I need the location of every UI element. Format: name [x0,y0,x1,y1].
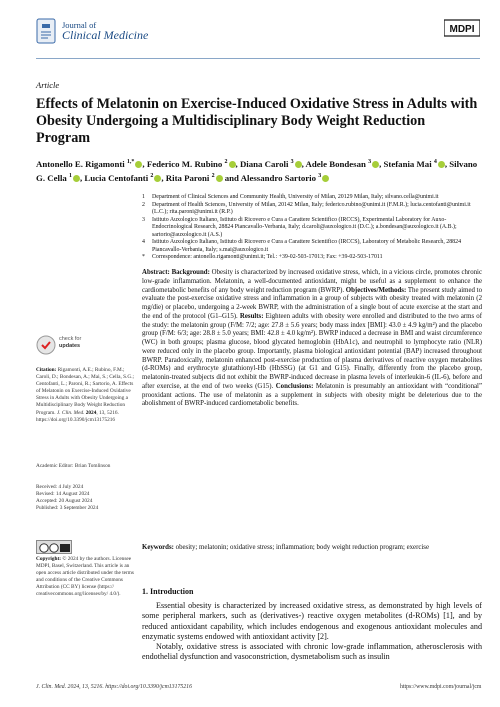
affiliation-text: Istituto Auxologico Italiano, Istituto di Ricovero e Cura a Carattere Scientifico (IRCCS), Laboratory of Metabolic Research, 28824 Piancavallo-Verbania, Italy; s.mai@auxologico.it [152,239,462,253]
citation-year: 2024 [85,409,97,416]
affiliation-number: 3 [142,216,145,223]
author-affiliation-sup: 2 [150,172,154,179]
affiliation-item [142,194,482,202]
check-for-updates-button[interactable] [36,334,96,356]
affiliation-text: Department of Clinical Sciences and Community Health, University of Milan, 20129 Milan, Italy; silvano.cella@unimi.it [152,194,439,200]
author-affiliation-sup: 3 [318,172,322,179]
author-name[interactable]: Stefania Mai $^4$ [384,159,445,169]
affiliation-number: * [142,254,145,261]
copyright-text: © 2024 by the authors. Licensee MDPI, Basel, Switzerland. This article is an open access article distributed under the terms and conditions of the Creative Commons Attribution (CC BY) license (https:// creativecommons.org/licenses/by/ 4.0/). [36,556,134,598]
author-affiliation-sup: 3 [290,159,294,165]
footer-journal-link[interactable]: https://www.mdpi.com/journal/jcm [400,684,482,690]
abstract-label: Abstract: [142,269,170,276]
author-separator: , [379,158,384,169]
affiliation-item [142,254,482,262]
author-name[interactable]: Lucia Centofanti $^2$ [84,173,161,183]
mdpi-logo [444,18,480,38]
author-affiliation-sup: 1,* [126,159,135,165]
intro-paragraph-2: Notably, oxidative stress is associated with chronic low-grade inflammation, atherosclerosis with endothelial dysfunction and vasoconstriction, dysmetabolism such as insulin [142,642,482,662]
author-affiliation-sup: 1 [68,172,72,179]
orcid-icon[interactable] [295,161,302,168]
affiliations [142,194,482,262]
check-updates-line1: check for [59,336,82,342]
received-date: Received: 4 July 2024 [36,484,84,490]
mdpi-logo-icon [444,18,480,38]
copyright-label: Copyright: [36,556,62,562]
citation-label: Citation: [36,367,57,373]
affiliation-item [142,202,482,217]
accepted-date: Accepted: 20 August 2024 [36,498,93,505]
author-separator: , [301,158,306,169]
orcid-icon[interactable] [322,175,329,182]
orcid-icon[interactable] [229,161,236,168]
cc-by-badge[interactable] [36,540,72,554]
author-separator: , [79,172,85,183]
conclusions-label: Conclusions: [275,382,314,390]
introduction-body [142,601,482,663]
methods-label: Objectives/Methods: [345,286,407,294]
check-updates-label [59,336,81,350]
conclusions-text: Melatonin is presumably an antioxidant with “conditional” prooxidant actions. The use of melatonin as a supplement in subjects with obesity might be deleterious due to the abolishment of BWRP-induced cardiometabolic benefits. [142,382,482,408]
affiliation-text: Istituto Auxologico Italiano, Istituto di Ricovero e Cura a Carattere Scientifico (IRCCS), Experimental Laboratory for Auxo-Endocrinological Research, 28824 Piancavallo-Verbania, Italy; d.caroli@auxologico.it (D.C.); a.bondesan@auxologico.it (A.B.); sartorio@auxologico.it (A.S.) [152,216,457,238]
author-name[interactable]: Adele Bondesan $^3$ [306,159,380,169]
revised-date: Revised: 14 August 2024 [36,491,90,498]
academic-editor: Academic Editor: Brian Tomlinson [36,463,111,469]
orcid-icon[interactable] [73,175,80,182]
author-name[interactable]: Rita Paroni $^2$ [166,173,223,183]
author-affiliation-sup: 2 [224,159,228,165]
header-divider [36,58,480,59]
author-separator: , [161,172,166,183]
keywords-label: Keywords: [142,544,174,551]
author-name[interactable]: Federico M. Rubino $^2$ [147,159,236,169]
footer-citation[interactable]: J. Clin. Med. 2024, 13, 5216. https://doi.org/10.3390/jcm13175216 [36,684,192,690]
author-list [36,156,480,184]
copyright-block [36,556,136,599]
keywords-text: obesity; melatonin; oxidative stress; inflammation; body weight reduction program; exercise [175,544,430,551]
author-name[interactable]: Silvano G. Cella $^1$ [36,158,478,183]
results-label: Results: [239,312,264,320]
affiliation-number: 4 [142,239,145,246]
journal-name [62,20,148,40]
citation-journal: J. Clin. Med. [56,409,85,416]
author-name[interactable]: Antonello E. Rigamonti $^{1,*}$ [36,159,142,169]
journal-line2: Clinical Medicine [62,28,149,42]
orcid-icon[interactable] [216,175,223,182]
check-updates-line2: updates [59,343,81,349]
dates-block [36,484,136,512]
author-name[interactable]: Alessandro Sartorio $^3$ [241,173,330,183]
citation-block [36,367,136,424]
affiliation-item [142,239,482,254]
results-text: Eighteen adults with obesity were enrolled and distributed to the two arms of the study: the melatonin group (F/M: 7/2; age: 27.8 ± 5.6 years; body mass index [BMI]: 43.0 ± 4.9 kg/m²) and the placebo group (F/M: 6/3; age: 28.8 ± 5.0 years; BMI: 42.8 ± 4.0 kg/m²). BWRP induced a decrease in BMI and waist circumference (WC) in both groups; plasma glucose, blood glycated hemoglobin (HbA1c), and neutrophil to lymphocyte ratio (NLR) were reduced only in the placebo group. Importantly, plasma biological antioxidant potential (BAP) increased throughout BWRP. Paradoxically, melatonin enhanced post-exercise production of plasma derivatives of reactive oxygen metabolites (d-ROMs) and erythrocyte glutathionyl-Hb (HbSSG) (at G1 and G15). Finally, differently from the placebo group, melatonin-treated subjects did not exhibit the BWRP-induced decrease in plasma levels of interleukin-6 (IL-6), before and after exercise, at the end of two weeks (G15). [142,312,483,390]
affiliation-text: Correspondence: antonello.rigamonti@unimi.it; Tel.: +39-02-503-17013; Fax: +39-02-503-17011 [152,254,383,261]
author-separator: , [444,158,450,169]
author-affiliation-sup: 4 [433,159,437,165]
author-separator: , [142,158,147,169]
author-separator: , [235,158,240,169]
cc-by-icon [37,542,71,554]
intro-paragraph-1: Essential obesity is characterized by increased oxidative stress, as demonstrated by high levels of some peripheral markers, such as (derivatives-) reactive oxygen metabolites (d-ROMs) [1], and by reduced antioxidant capability, which includes endogenous and exogenous antioxidant molecules and enzymatic systems endowed with antioxidant activity [2]. [142,601,482,641]
journal-logo-icon [36,18,56,44]
citation-text: Rigamonti, A.E.; Rubino, F.M.; Caroli, D.; Bondesan, A.; Mai, S.; Cella, S.G.; Centofanti, L.; Paroni, R.; Sartorio, A. Effects of Melatonin on Exercise-Induced Oxidative Stress in Adults with Obesity Undergoing a Multidisciplinary Body Weight Reduction Program. [36,367,134,416]
author-affiliation-sup: 3 [368,159,372,165]
mdpi-text: MDPI [449,24,475,35]
check-updates-icon [36,335,56,355]
background-label: Background: [171,269,210,276]
article-type: Article [36,80,60,90]
abstract [142,269,482,409]
affiliation-item [142,217,482,240]
article-title: Effects of Melatonin on Exercise-Induced Oxidative Stress in Adults with Obesity Undergoing a Multidisciplinary Body Weight Reduction Program [36,96,478,146]
author-separator: and [222,172,241,183]
affiliation-number: 1 [142,194,145,200]
author-affiliation-sup: 2 [211,172,215,179]
published-date: Published: 3 September 2024 [36,505,99,512]
keywords [142,544,482,553]
methods-text: The present study aimed to evaluate the post-exercise oxidative stress and inflammation in a group of subjects with obesity treated with melatonin (2 mg/die) or placebo, undergoing a 2-week BWRP, with the administration of a single bout of acute exercise at the start and the end of the protocol (G1–G15). [142,286,482,320]
affiliation-text: Department of Health Sciences, University of Milan, 20142 Milan, Italy; federico.rubino@unimi.it (F.M.R.); lucia.centofanti@unimi.it (L.C.); rita.paroni@unimi.it (R.P.) [152,201,471,216]
citation-volume: , 13, 5216. https://doi.org/10.3390/jcm13175216 [36,409,119,423]
section-heading-introduction: 1. Introduction [142,587,194,596]
orcid-icon[interactable] [438,161,445,168]
background-text: Obesity is characterized by increased oxidative stress, which, in a vicious circle, promotes chronic low-grade inflammation. Melatonin, a well-documented antioxidant, might be useful as a supplement to enhance the cardiometabolic benefits of any body weight reduction program (BWRP). [142,269,482,294]
author-name[interactable]: Diana Caroli $^3$ [240,159,302,169]
affiliation-number: 2 [142,201,145,208]
journal-line1: Journal of [62,20,97,30]
